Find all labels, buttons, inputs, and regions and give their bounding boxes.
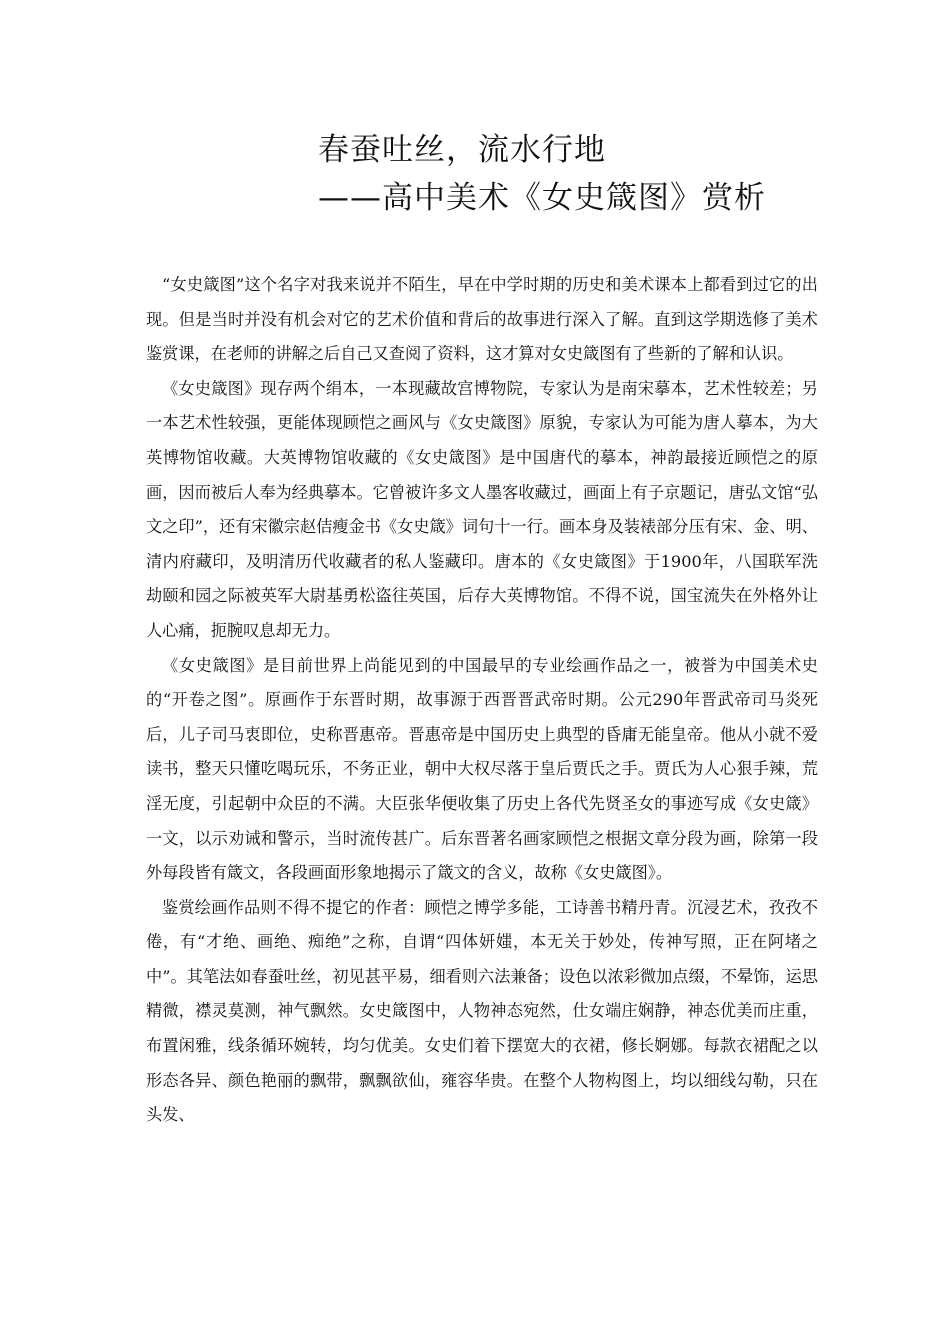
paragraph-1: “女史箴图”这个名字对我来说并不陌生，早在中学时期的历史和美术课本上都看到过它的出现。但是当时并没有机会对它的艺术价值和背后的故事进行深入了解。直到这学期选修了美术鉴赏课，在老师的讲解之后自己又查阅了资料，这才算对女史箴图有了些新的了解和认识。: [146, 275, 818, 364]
paragraph-4: 鉴赏绘画作品则不得不提它的作者：顾恺之博学多能，工诗善书精丹青。沉浸艺术，孜孜不倦，有“才绝、画绝、痴绝”之称，自谓“四体妍媸，本无关于妙处，传神写照，正在阿堵之中”。其笔法如春蚕吐丝，初见甚平易，细看则六法兼备；设色以浓彩微加点缀，不晕饰，运思精微，襟灵莫测，神气飘然。女史箴图中，人物神态宛然，仕女端庄娴静，神态优美而庄重，布置闲雅，线条循环婉转，均匀优美。女史们着下摆宽大的衣裙，修长婀娜。每款衣裙配之以形态各异、颜色艳丽的飘带，飘飘欲仙，雍容华贵。在整个人物构图上，均以细线勾勒，只在头发、: [146, 897, 818, 1125]
paragraph-3: 《女史箴图》是目前世界上尚能见到的中国最早的专业绘画作品之一，被誉为中国美术史的“开卷之图”。原画作于东晋时期，故事源于西晋晋武帝时期。公元290年晋武帝司马炎死后，儿子司马衷即位，史称晋惠帝。晋惠帝是中国历史上典型的昏庸无能皇帝。他从小就不爱读书，整天只懂吃喝玩乐，不务正业，朝中大权尽落于皇后贾氏之手。贾氏为人心狠手辣，荒淫无度，引起朝中众臣的不满。大臣张华便收集了历史上各代先贤圣女的事迹写成《女史箴》一文，以示劝诫和警示，当时流传甚广。后东晋著名画家顾恺之根据文章分段为画，除第一段外每段皆有箴文，各段画面形象地揭示了箴文的含义，故称《女史箴图》。: [146, 655, 818, 883]
document-body: [146, 268, 818, 1133]
paragraph-2: 《女史箴图》现存两个绢本，一本现藏故宫博物院，专家认为是南宋摹本，艺术性较差；另一本艺术性较强，更能体现顾恺之画风与《女史箴图》原貌，专家认为可能为唐人摹本，为大英博物馆收藏。大英博物馆收藏的《女史箴图》是中国唐代的摹本，神韵最接近顾恺之的原画，因而被后人奉为经典摹本。它曾被许多文人墨客收藏过，画面上有子京题记，唐弘文馆“弘文之印”，还有宋徽宗赵佶瘦金书《女史箴》词句十一行。画本身及装裱部分压有宋、金、明、清内府藏印，及明清历代收藏者的私人鉴藏印。唐本的《女史箴图》于1900年，八国联军洗劫颐和园之际被英军大尉基勇松盗往英国，后存大英博物馆。不得不说，国宝流失在外格外让人心痛，扼腕叹息却无力。: [146, 378, 818, 640]
title-subtitle: ——高中美术《女史箴图》赏析: [318, 180, 766, 216]
title-main: 春蚕吐丝，流水行地: [318, 132, 606, 168]
